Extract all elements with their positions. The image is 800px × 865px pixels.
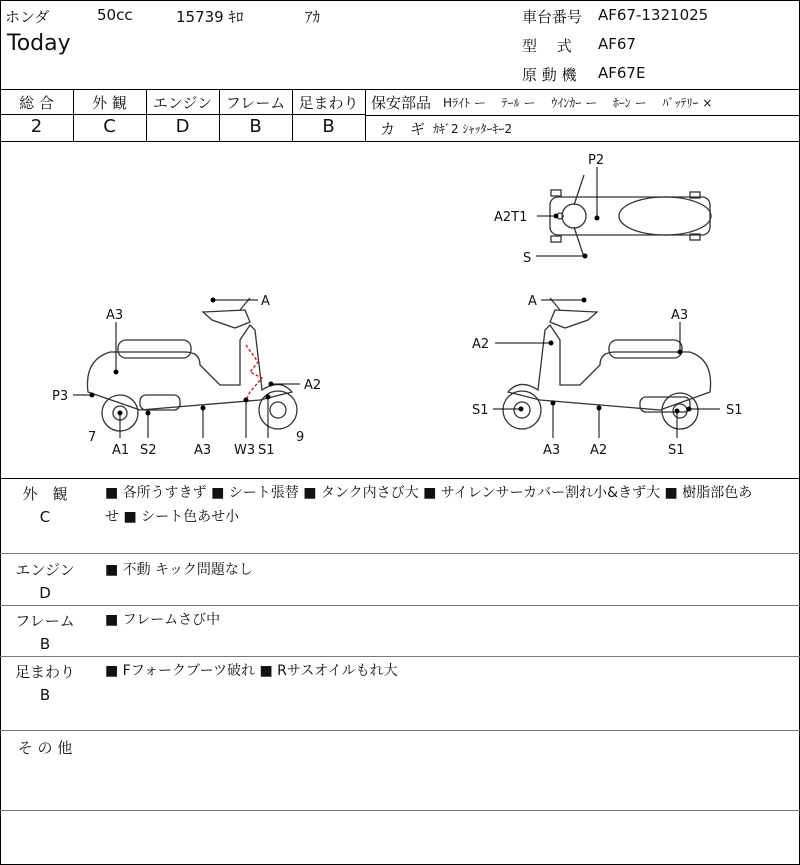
type-value: AF67 xyxy=(598,35,636,53)
label-left-7: 7 xyxy=(88,430,97,445)
displacement: 50cc xyxy=(97,6,133,24)
remark-divider-4 xyxy=(0,730,800,731)
grades-row-divider xyxy=(0,114,365,115)
label-left-a3: A3 xyxy=(106,308,124,323)
grade-frame: B xyxy=(249,116,262,137)
suspension-remark-grade: B xyxy=(39,686,51,704)
grade-overall: 2 xyxy=(30,116,43,137)
label-left-a1: A1 xyxy=(112,443,130,458)
frame-no-label: 車台番号 xyxy=(522,8,583,26)
label-left-a3b: A3 xyxy=(194,443,212,458)
diagram-divider xyxy=(0,478,800,479)
label-left-p3: P3 xyxy=(52,389,69,404)
grade-header-overall: 総 合 xyxy=(19,94,54,112)
grade-header-appearance: 外 観 xyxy=(92,94,127,112)
engine-remark-label: エンジン xyxy=(15,561,75,579)
key-value: ｶｷﾞ2 ｼｬｯﾀｰｷｰ2 xyxy=(433,122,513,136)
frame-remark-grade: B xyxy=(39,635,51,653)
engine-label: 原 動 機 xyxy=(522,66,577,84)
label-right-a2: A2 xyxy=(472,337,490,352)
remark-divider-5 xyxy=(0,810,800,811)
label-p2: P2 xyxy=(588,153,605,168)
appearance-grade: C xyxy=(39,508,51,526)
remark-divider-3 xyxy=(0,656,800,657)
grades-col-5 xyxy=(365,89,366,141)
safety-label: 保安部品 xyxy=(371,94,432,112)
label-right-a3: A3 xyxy=(671,308,689,323)
grade-appearance: C xyxy=(103,116,116,137)
grade-suspension: B xyxy=(322,116,335,137)
color: ｱｶ xyxy=(305,8,321,26)
label-s-top: S xyxy=(523,251,532,266)
grade-engine: D xyxy=(175,116,190,137)
appearance-text-1: ■ 各所うすきず ■ シート張替 ■ タンク内さび大 ■ サイレンサーカバー割れ小&きず大 ■ 樹脂部色あ xyxy=(105,485,753,501)
safety-items: Hﾗｲﾄ ー ﾃｰﾙ ー ｳｲﾝｶｰ ー ﾎｰﾝ ー ﾊﾞｯﾃﾘｰ × xyxy=(443,96,713,110)
suspension-remark-text: ■ Fフォークブーツ破れ ■ Rサスオイルもれ大 xyxy=(105,663,398,679)
header-divider xyxy=(0,89,800,90)
label-right-s1-left: S1 xyxy=(472,403,489,418)
label-left-9: 9 xyxy=(296,430,305,445)
label-left-a: A xyxy=(261,294,270,309)
engine-remark-text: ■ 不動 キック問題なし xyxy=(105,562,253,578)
label-left-s2: S2 xyxy=(140,443,157,458)
frame-no: AF67-1321025 xyxy=(598,6,709,24)
scooter-diagram xyxy=(0,142,800,478)
label-left-a2: A2 xyxy=(304,378,322,393)
frame-remark-text: ■ フレームさび中 xyxy=(105,612,221,628)
grade-header-frame: フレーム xyxy=(225,94,286,112)
border-top xyxy=(0,0,800,1)
type-label: 型 式 xyxy=(522,37,572,55)
engine-value: AF67E xyxy=(598,64,646,82)
other-label: そ の 他 xyxy=(17,739,73,757)
label-right-s1-right: S1 xyxy=(726,403,743,418)
engine-remark-grade: D xyxy=(39,584,51,602)
appearance-label: 外 観 xyxy=(22,485,68,503)
label-left-s1: S1 xyxy=(258,443,275,458)
label-a2t1: A2T1 xyxy=(494,210,528,225)
model-name: Today xyxy=(7,31,71,56)
scooter-top-view xyxy=(550,175,711,257)
remark-divider-2 xyxy=(0,605,800,606)
grade-header-engine: エンジン xyxy=(152,94,213,112)
appearance-text-2: せ ■ シート色あせ小 xyxy=(105,509,240,525)
grade-header-suspension: 足まわり xyxy=(298,94,359,112)
remark-divider-1 xyxy=(0,553,800,554)
label-right-s1b: S1 xyxy=(668,443,685,458)
suspension-remark-label: 足まわり xyxy=(14,663,75,681)
key-label: カ ギ xyxy=(380,120,426,138)
frame-remark-label: フレーム xyxy=(15,612,75,630)
label-right-a: A xyxy=(528,294,537,309)
label-right-a3b: A3 xyxy=(543,443,561,458)
safety-row-divider xyxy=(365,115,800,116)
label-right-a2b: A2 xyxy=(590,443,608,458)
label-left-w3: W3 xyxy=(234,443,256,458)
mileage: 15739 ｷﾛ xyxy=(176,8,244,26)
maker: ホンダ xyxy=(5,8,50,26)
